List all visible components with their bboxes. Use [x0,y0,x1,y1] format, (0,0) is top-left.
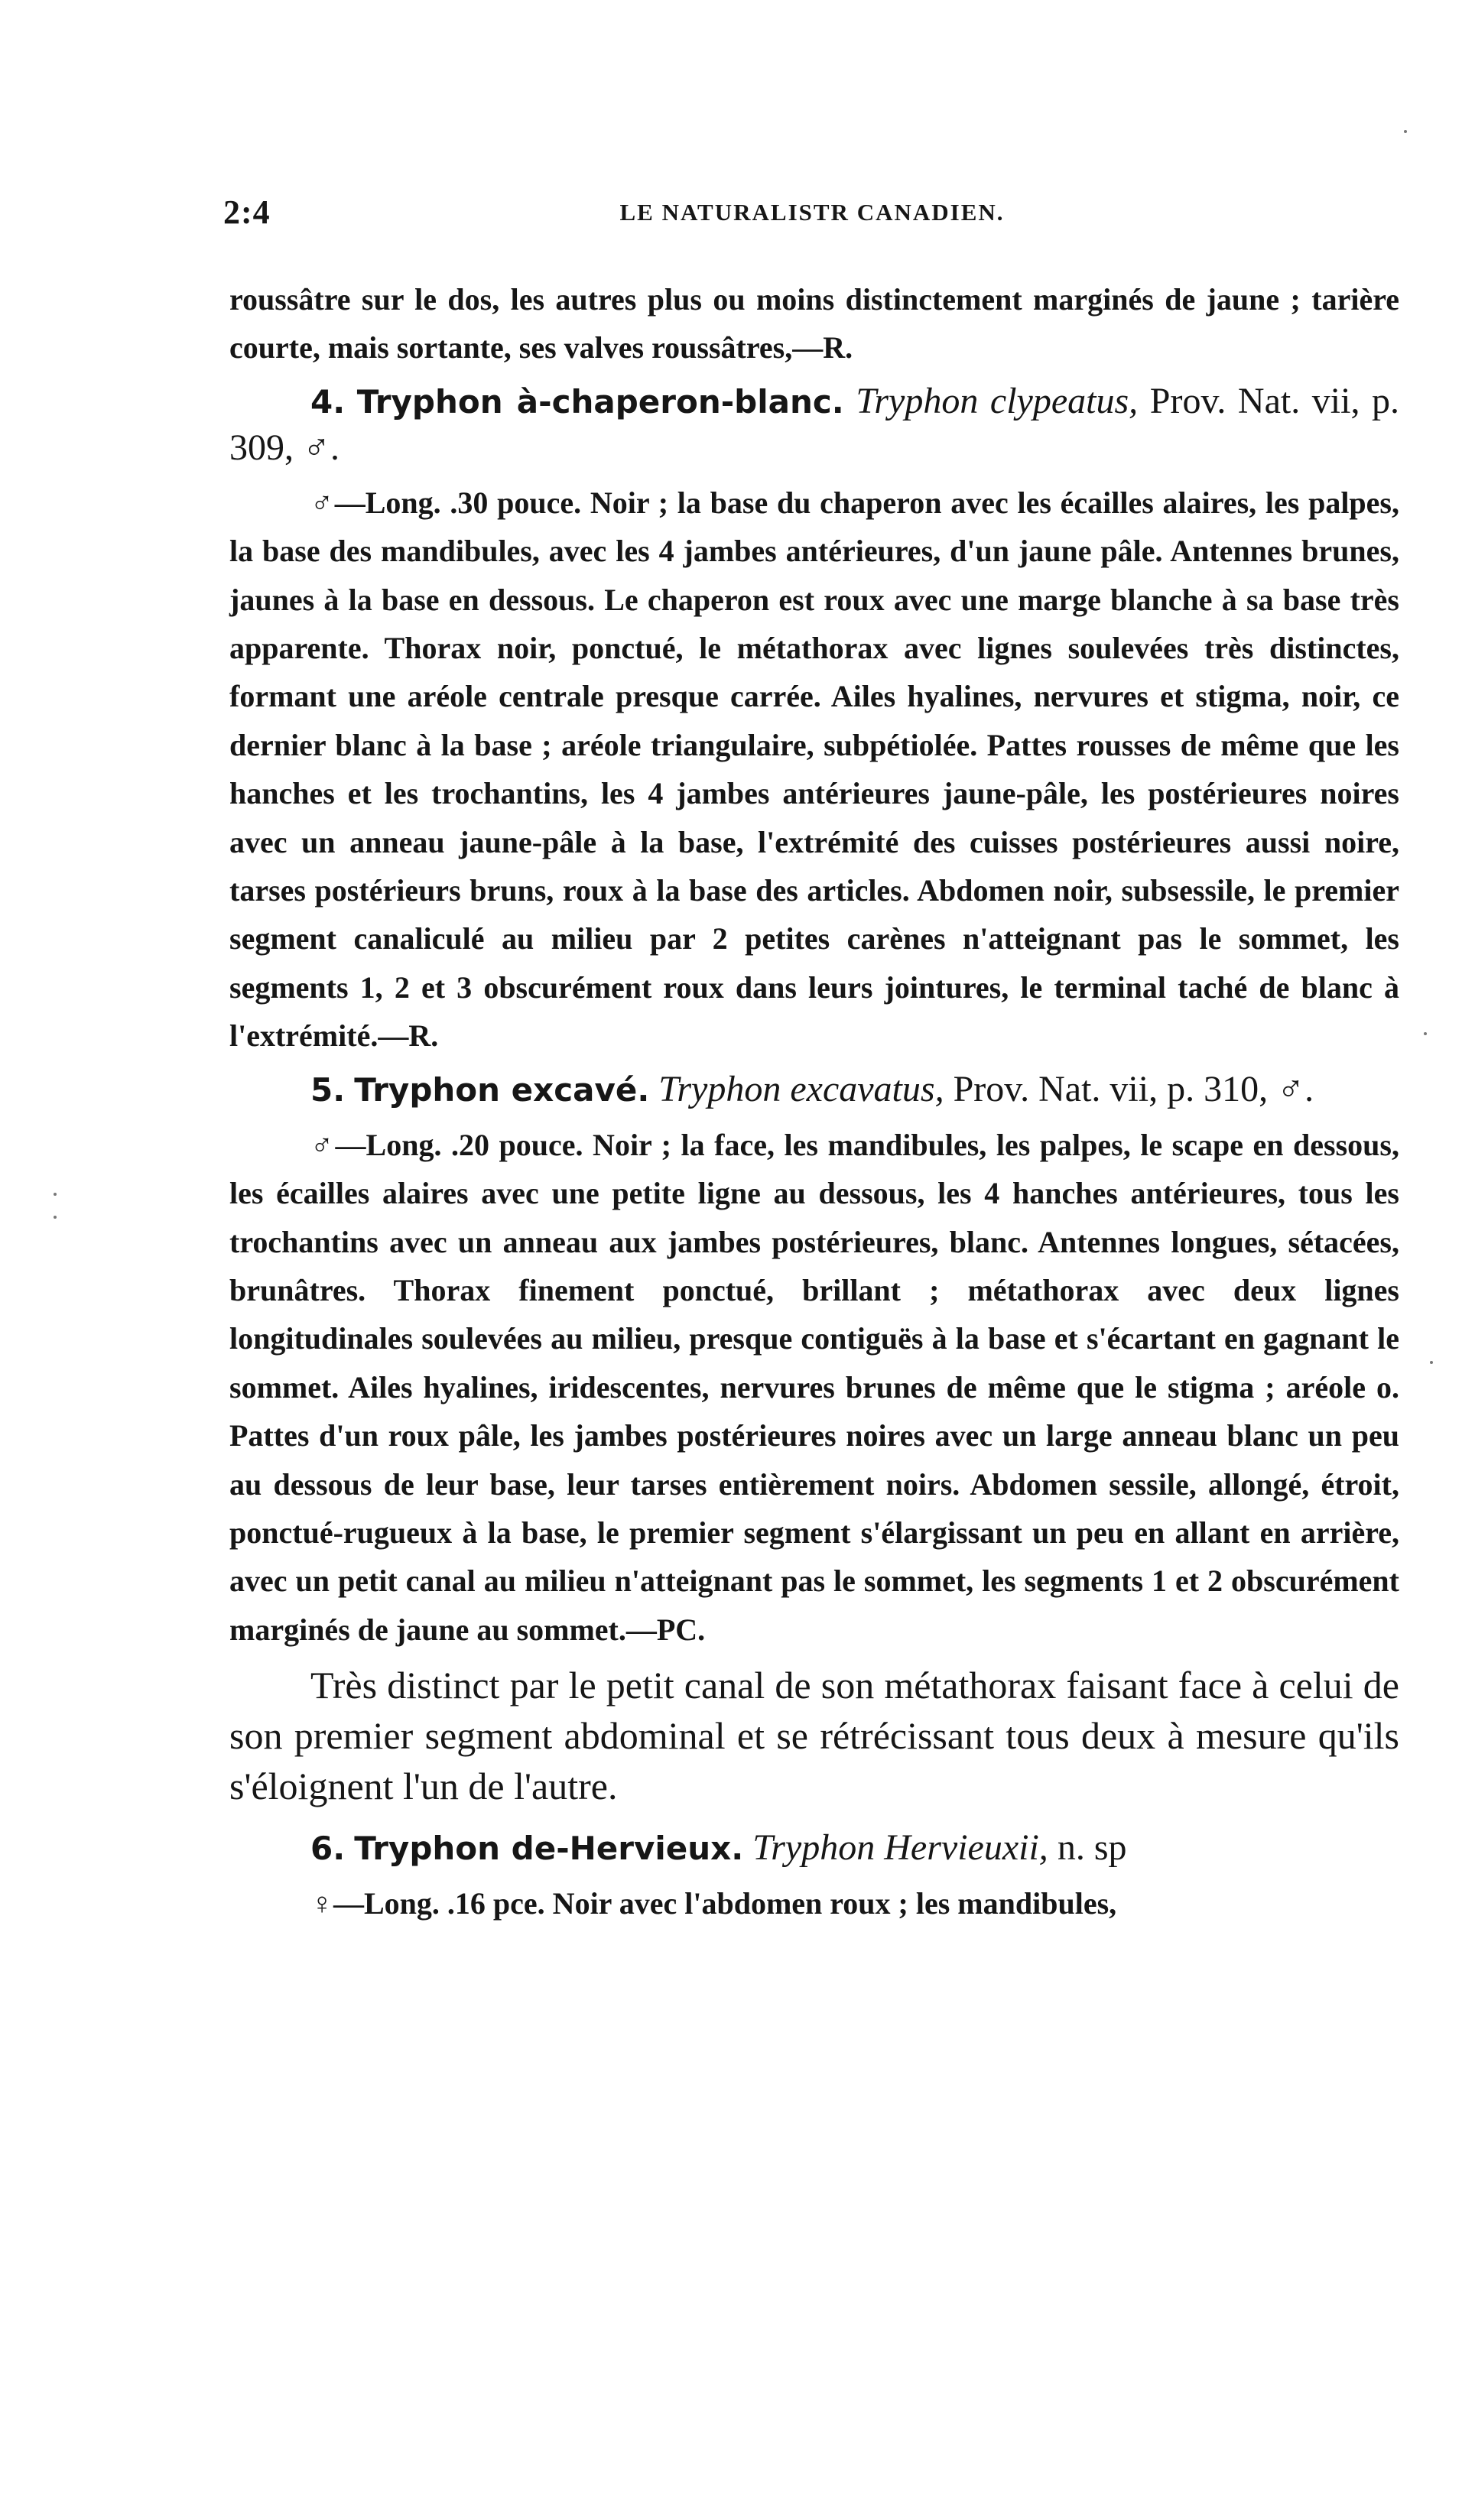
species-common-name: Tryphon de-Hervieux. [354,1830,744,1868]
page-number: 2:4 [223,193,271,231]
species-number: 5. [310,1070,346,1109]
paragraph-continuation: roussâtre sur le dos, les autres plus ou moins distinctement marginés de jaune ; tarière courte, mais sortante, ses valves roussâtres,—R. [229,282,1399,365]
species-description-5: ♂—Long. .20 pouce. Noir ; la face, les mandibules, les palpes, le scape en dessous, les écailles alaires avec une petite ligne au dessous, les 4 hanches antérieures, tous les trochantins avec un anneau aux jambes postérieures, blanc. Antennes longues, sétacées, brunâtres. Thorax finement ponctué, brillant ; métathorax avec deux lignes longitudinales soulevées au milieu, presque contiguës à la base et s'écartant en gagnant le sommet. Ailes hyalines, iridescentes, nervures brunes de même que le stigma ; aréole o. Pattes d'un roux pâle, les jambes postérieures noires avec un large anneau blanc un peu au dessous de leur base, leur tarses entièrement noirs. Abdomen sessile, allongé, étroit, ponctué-rugueux à la base, le premier segment s'élargissant un peu en allant en arrière, avec un petit canal au milieu n'atteignant pas le sommet, les segments 1 et 2 obscurément marginés de jaune au sommet.—PC. [229,1127,1399,1647]
species-latin-name: Tryphon excavatus, [658,1068,944,1109]
body-text [229,275,1399,1928]
species-citation: Prov. Nat. vii, p. 310, ♂. [953,1068,1314,1109]
scan-speck [1404,130,1407,133]
page-header [223,193,1401,231]
scan-speck [1430,1361,1433,1364]
scan-speck [54,1216,57,1219]
species-common-name: Tryphon à-chaperon-blanc. [356,382,844,421]
species-heading-5 [229,1067,1399,1113]
species-number: 6. [310,1830,346,1868]
species-latin-name: Tryphon clypeatus, [856,380,1139,421]
species-citation: Prov. Nat. vii, p. 309, ♂. [229,380,1400,468]
species-description-4: ♂—Long. .30 pouce. Noir ; la base du chaperon avec les écailles alaires, les palpes, la base des mandibules, avec les 4 jambes antérieures, d'un jaune pâle. Antennes brunes, jaunes à la base en dessous. Le chaperon est roux avec une marge blanche à sa base très apparente. Thorax noir, ponctué, le métathorax avec lignes soulevées très distinctes, formant une aréole centrale presque carrée. Ailes hyalines, nervures et stigma, noir, ce dernier blanc à la base ; aréole triangulaire, subpétiolée. Pattes rousses de même que les hanches et les trochantins, les 4 jambes antérieures jaune-pâle, les postérieures noires avec un anneau jaune-pâle à la base, l'extrémité des cuisses postérieures aussi noire, tarses postérieurs bruns, roux à la base des articles. Abdomen noir, subsessile, le premier segment canaliculé au milieu par 2 petites carènes n'atteignant pas le sommet, les segments 1, 2 et 3 obscurément roux dans leurs jointures, le terminal taché de blanc à l'extrémité.—R. [229,485,1399,1054]
species-heading-6 [229,1825,1399,1872]
scan-speck [54,1193,57,1196]
species-latin-name: Tryphon Hervieuxii, [752,1827,1048,1869]
species-number: 4. [310,382,346,421]
species-citation: n. sp [1057,1827,1127,1869]
species-description-6: ♀—Long. .16 pce. Noir avec l'abdomen roux ; les mandibules, [310,1886,1117,1921]
species-common-name: Tryphon excavé. [354,1070,650,1109]
running-title: LE NATURALISTR CANADIEN. [619,199,1005,226]
species-remark: Très distinct par le petit canal de son métathorax faisant face à celui de son premier segment abdominal et se rétrécissant tous deux à mesure qu'ils s'éloignent l'un de l'autre. [229,1664,1399,1808]
scan-speck [1424,1032,1427,1035]
species-heading-4 [229,378,1399,471]
